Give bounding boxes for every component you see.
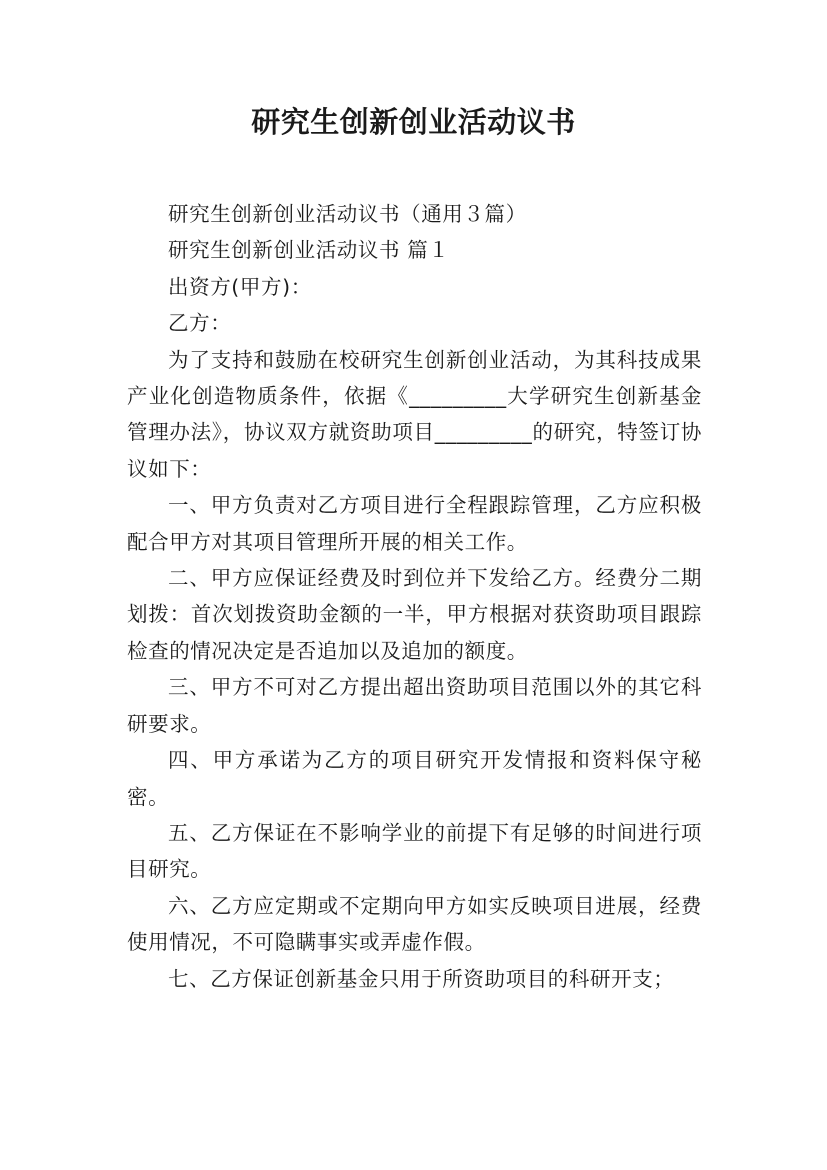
paragraph: 六、乙方应定期或不定期向甲方如实反映项目进展，经费使用情况，不可隐瞒事实或弄虚作假。	[127, 893, 702, 955]
paragraph: 四、甲方承诺为乙方的项目研究开发情报和资料保守秘密。	[127, 748, 702, 809]
paragraph: 五、乙方保证在不影响学业的前提下有足够的时间进行项目研究。	[127, 820, 702, 882]
paragraph: 二、甲方应保证经费及时到位并下发给乙方。经费分二期划拨：首次划拨资助金额的一半，甲方根据对获资助项目跟踪检查的情况决定是否追加以及追加的额度。	[127, 566, 702, 663]
paragraph: 出资方(甲方)：	[168, 274, 312, 299]
paragraph: 研究生创新创业活动议书（通用３篇）	[168, 202, 527, 226]
paragraph: 七、乙方保证创新基金只用于所资助项目的科研开支；	[168, 966, 675, 991]
paragraph: 一、甲方负责对乙方项目进行全程跟踪管理，乙方应积极配合甲方对其项目管理所开展的相关工作。	[127, 493, 702, 554]
document-title: 研究生创新创业活动议书	[251, 105, 576, 139]
paragraph: 三、甲方不可对乙方提出超出资助项目范围以外的其它科研要求。	[127, 675, 702, 736]
paragraph: 乙方：	[168, 311, 232, 336]
paragraph: 为了支持和鼓励在校研究生创新创业活动，为其科技成果产业化创造物质条件，依据《_________大学研究生创新基金管理办法》，协议双方就资助项目_________的研究，特签订协议如下：	[127, 347, 702, 481]
paragraph: 研究生创新创业活动议书 篇１	[168, 238, 450, 263]
document-body	[127, 196, 702, 997]
